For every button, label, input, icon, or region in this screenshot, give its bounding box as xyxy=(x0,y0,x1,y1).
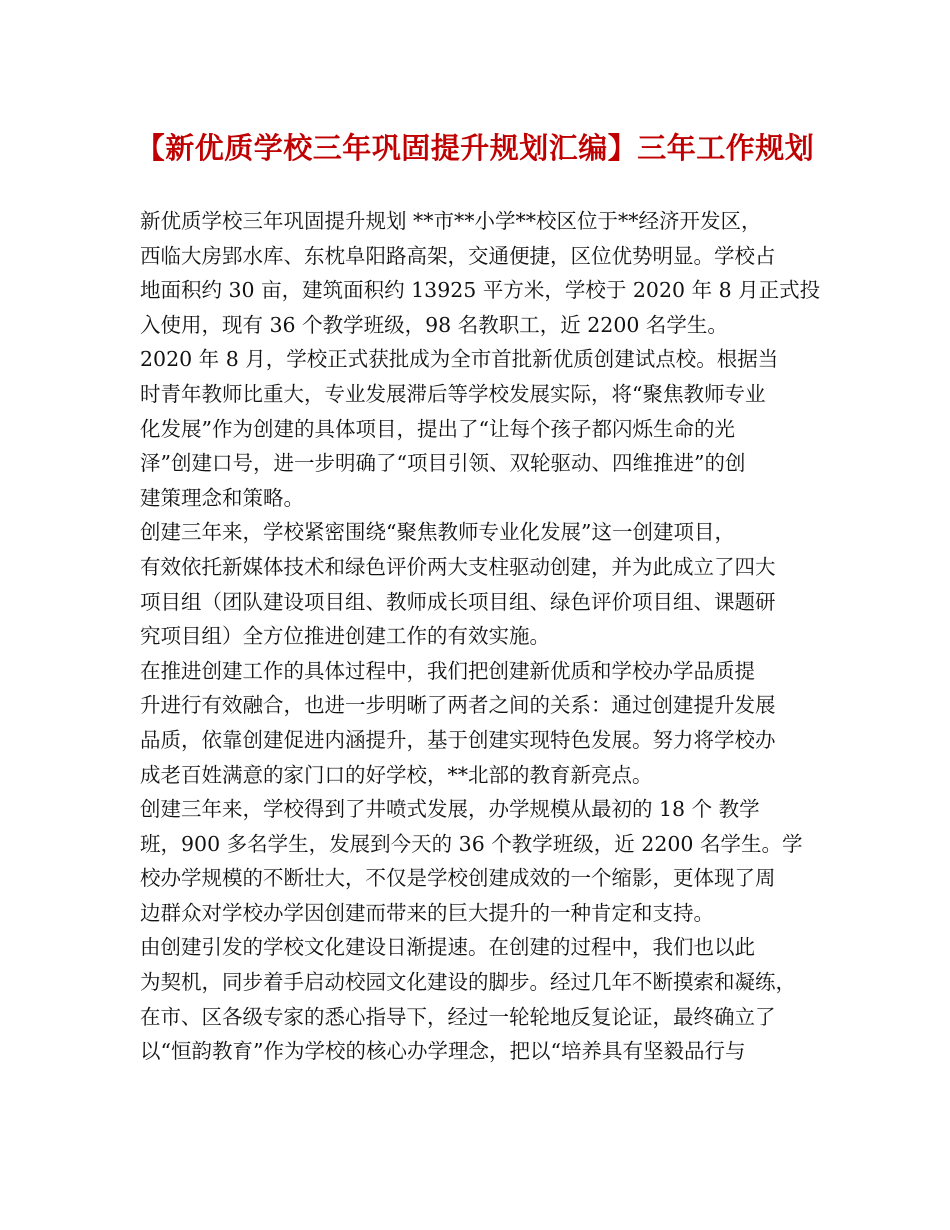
text-line: 在市、区各级专家的悉心指导下，经过一轮轮地反复论证，最终确立了 xyxy=(140,1004,776,1029)
text-line: 班，900 多名学生，发展到今天的 36 个教学班级，近 2200 名学生。学 xyxy=(140,831,803,856)
text-line: 泽”创建口号，进一步明确了“项目引领、双轮驱动、四维推进”的创 xyxy=(140,451,746,476)
text-line: 建策理念和策略。 xyxy=(140,485,304,510)
text-line: 2020 年 8 月，学校正式获批成为全市首批新优质创建试点校。根据当 xyxy=(140,347,779,372)
text-line: 创建三年来，学校得到了井喷式发展，办学规模从最初的 18 个 教学 xyxy=(140,797,760,822)
text-line: 由创建引发的学校文化建设日渐提速。在创建的过程中，我们也以此 xyxy=(140,935,755,960)
text-line: 在推进创建工作的具体过程中，我们把创建新优质和学校办学品质提 xyxy=(140,658,755,683)
text-line: 品质，依靠创建促进内涵提升，基于创建实现特色发展。努力将学校办 xyxy=(140,727,776,752)
text-line: 时青年教师比重大，专业发展滞后等学校发展实际，将“聚焦教师专业 xyxy=(140,381,766,406)
document-title: 【新优质学校三年巩固提升规划汇编】三年工作规划 xyxy=(135,131,815,165)
text-line: 为契机，同步着手启动校园文化建设的脚步。经过几年不断摸索和凝练， xyxy=(140,970,796,995)
text-line: 地面积约 30 亩，建筑面积约 13925 平方米，学校于 2020 年 8 月正式投 xyxy=(140,278,821,303)
text-line: 入使用，现有 36 个教学班级，98 名教职工，近 2200 名学生。 xyxy=(140,312,728,337)
text-line: 项目组（团队建设项目组、教师成长项目组、绿色评价项目组、课题研 xyxy=(140,589,776,614)
text-line: 化发展”作为创建的具体项目，提出了“让每个孩子都闪烁生命的光 xyxy=(140,416,735,441)
text-line: 以“恒韵教育”作为学校的核心办学理念，把以“培养具有坚毅品行与 xyxy=(140,1039,746,1064)
text-line: 创建三年来，学校紧密围绕“聚焦教师专业化发展”这一创建项目， xyxy=(140,520,735,545)
text-line: 边群众对学校办学因创建而带来的巨大提升的一种肯定和支持。 xyxy=(140,900,714,925)
text-line: 新优质学校三年巩固提升规划 **市**小学**校区位于**经济开发区， xyxy=(140,209,762,233)
text-line: 究项目组）全方位推进创建工作的有效实施。 xyxy=(140,624,550,649)
text-line: 有效依托新媒体技术和绿色评价两大支柱驱动创建，并为此成立了四大 xyxy=(140,554,776,579)
text-line: 校办学规模的不断壮大，不仅是学校创建成效的一个缩影，更体现了周 xyxy=(140,866,776,891)
text-line: 升进行有效融合，也进一步明晰了两者之间的关系：通过创建提升发展 xyxy=(140,693,776,718)
text-line: 成老百姓满意的家门口的好学校，**北部的教育新亮点。 xyxy=(140,762,653,787)
text-line: 西临大房郢水库、东枕阜阳路高架，交通便捷，区位优势明显。学校占 xyxy=(140,243,776,268)
document-body xyxy=(140,204,840,1069)
